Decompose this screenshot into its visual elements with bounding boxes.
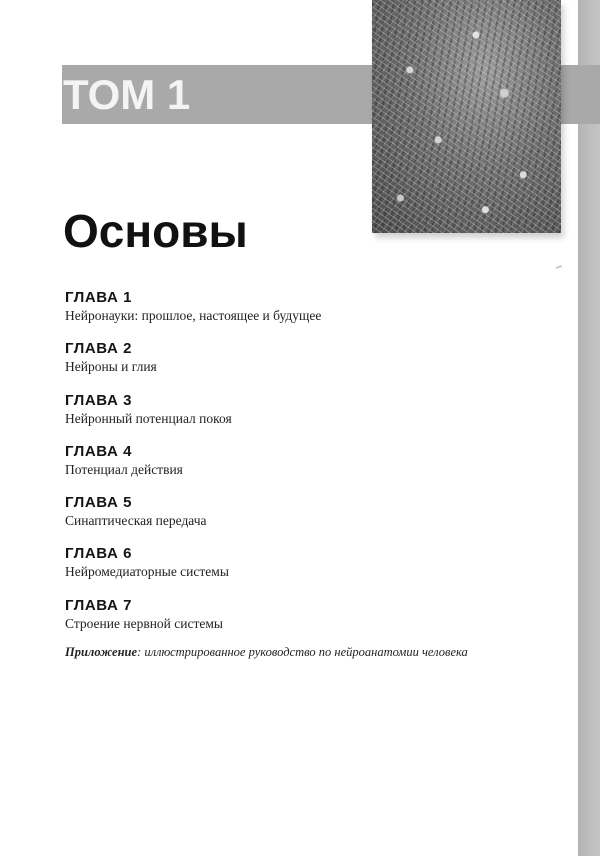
appendix-separator: : [137, 645, 142, 659]
chapter-label: ГЛАВА 2 [65, 340, 133, 358]
corner-mark [556, 265, 562, 269]
chapter-item [65, 597, 565, 647]
chapter-title: Нейроны и глия [65, 359, 157, 375]
chapter-label: ГЛАВА 1 [65, 289, 133, 306]
appendix-label: Приложение [65, 645, 138, 659]
chapter-item [65, 443, 565, 493]
chapter-item [65, 340, 565, 390]
chapter-label: ГЛАВА 4 [65, 442, 133, 460]
chapter-title: Нейромедиаторные системы [65, 564, 229, 580]
chapter-item [65, 545, 565, 595]
volume-title: ТОМ 1 [63, 71, 191, 118]
page-edge-strip [578, 0, 600, 856]
micrograph-image [372, 0, 561, 233]
chapter-item [65, 392, 565, 442]
chapter-title: Потенциал действия [65, 461, 183, 477]
chapter-label: ГЛАВА 5 [65, 494, 133, 512]
chapter-list [65, 288, 565, 647]
chapter-title: Нейронный потенциал покоя [65, 410, 232, 426]
appendix-text: иллюстрированное руководство по нейроанатомии человека [141, 645, 468, 659]
section-title: Основы [63, 205, 248, 257]
chapter-item [65, 289, 565, 339]
chapter-label: ГЛАВА 6 [65, 545, 133, 563]
chapter-label: ГЛАВА 3 [65, 391, 133, 409]
chapter-title: Нейронауки: прошлое, настоящее и будущее [65, 308, 322, 323]
chapter-title: Синаптическая передача [65, 513, 207, 529]
appendix-note [65, 643, 565, 661]
chapter-label: ГЛАВА 7 [65, 596, 133, 614]
chapter-title: Строение нервной системы [65, 615, 223, 631]
chapter-item [65, 494, 565, 544]
